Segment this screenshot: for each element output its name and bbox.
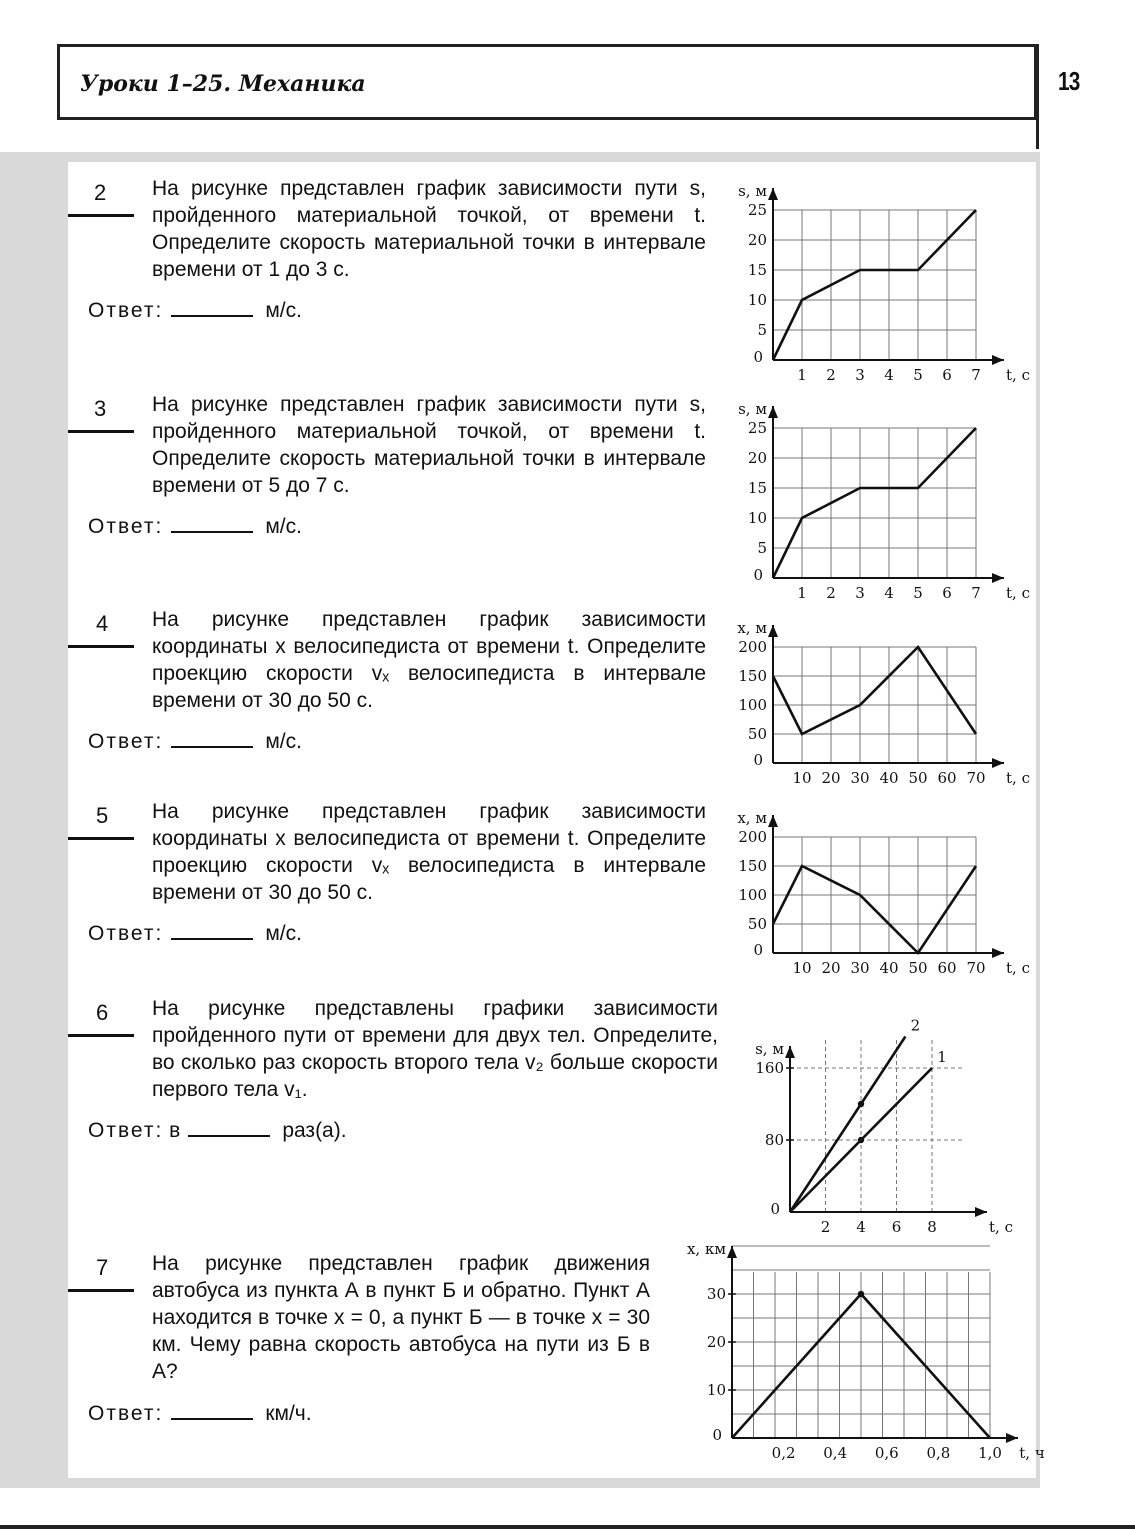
problem-number: 7 — [96, 1255, 109, 1280]
y-axis-arrow — [768, 815, 778, 827]
y-axis-arrow — [768, 188, 778, 200]
y-axis-label: s, м — [755, 1040, 784, 1058]
x-axis-label: t, с — [1006, 584, 1030, 602]
y-tick-label: 100 — [738, 696, 767, 714]
x-axis-arrow — [992, 758, 1004, 768]
y-axis-label: s, м — [738, 182, 767, 200]
chart-problem-7 — [670, 1240, 1045, 1470]
answer-unit: км/ч. — [265, 1402, 312, 1425]
x-tick-label: 3 — [855, 366, 865, 384]
x-tick-label: 2 — [826, 584, 836, 602]
problem-text: На рисунке представлен график движения автобуса из пункта А в пункт Б и обратно. Пункт А находится в точке x = 0, а пункт Б — в точке x = 30 км. Чему равна скорость автобуса на пути из Б в А? — [152, 1252, 650, 1383]
series-line — [773, 866, 976, 953]
x-tick-label: 2 — [826, 366, 836, 384]
x-tick-label: 20 — [821, 769, 841, 787]
x-tick-label: 50 — [908, 769, 928, 787]
x-tick-label: 20 — [821, 959, 841, 977]
page-number: 13 — [1058, 66, 1080, 96]
y-tick-label: 5 — [757, 539, 767, 557]
y-tick-label: 160 — [755, 1059, 784, 1077]
answer-unit: м/с. — [265, 922, 302, 945]
answer-label: Ответ: — [88, 1119, 164, 1142]
chart-problem-5 — [725, 793, 1030, 978]
x-axis-label: t, с — [1006, 959, 1030, 977]
problem-marker — [68, 1289, 134, 1292]
chart-problem-2 — [725, 170, 1030, 385]
bottom-rule — [0, 1525, 1135, 1529]
x-tick-label: 7 — [971, 584, 981, 602]
origin-label: 0 — [753, 751, 763, 769]
chart-problem-6 — [735, 1008, 1025, 1238]
problem-text: На рисунке представлен график зависимости пути s, пройденного материальной точкой, от времени t. Определите скорость материальной точки в интервале времени от 1 до 3 с. — [152, 177, 706, 281]
series-line — [773, 647, 976, 734]
x-axis-label: t, с — [989, 1218, 1013, 1236]
origin-label: 0 — [753, 941, 763, 959]
chart-grid — [773, 837, 976, 953]
origin-label: 0 — [753, 566, 763, 584]
answer-blank[interactable] — [171, 513, 253, 533]
x-tick-label: 2 — [820, 1218, 831, 1236]
answer-blank[interactable] — [171, 297, 253, 317]
y-tick-label: 10 — [706, 1381, 726, 1399]
x-tick-label: 40 — [879, 959, 899, 977]
x-tick-label: 6 — [942, 366, 952, 384]
y-tick-label: 200 — [738, 638, 767, 656]
problem-text: На рисунке представлены графики зависимости пройденного пути от времени для двух тел. Определите, во сколько раз скорость второго тела v₂ больше скорости первого тела v₁. — [152, 997, 718, 1101]
y-tick-label: 50 — [747, 725, 767, 743]
y-tick-label: 50 — [747, 915, 767, 933]
data-point — [858, 1101, 864, 1107]
answer-prefix: в — [169, 1119, 181, 1142]
x-tick-label: 1 — [797, 584, 807, 602]
problem-number: 5 — [96, 803, 109, 828]
chart-grid — [732, 1246, 990, 1438]
x-axis-arrow — [1006, 1433, 1018, 1443]
chart-grid — [773, 428, 976, 578]
x-tick-label: 10 — [792, 959, 812, 977]
x-tick-label: 3 — [855, 584, 865, 602]
answer-blank[interactable] — [171, 920, 253, 940]
y-tick-label: 15 — [747, 261, 767, 279]
x-axis-label: t, ч — [1019, 1444, 1045, 1462]
x-tick-label: 70 — [966, 959, 986, 977]
answer-label: Ответ: — [88, 299, 164, 322]
answer-blank[interactable] — [171, 1400, 253, 1420]
x-tick-label: 4 — [884, 366, 894, 384]
problem-number: 4 — [96, 611, 109, 636]
y-tick-label: 5 — [757, 321, 767, 339]
problem-number: 6 — [96, 1000, 109, 1025]
chart-grid — [773, 210, 976, 360]
y-axis-label: s, м — [738, 400, 767, 418]
x-tick-label: 30 — [850, 769, 870, 787]
x-axis-arrow — [975, 1207, 987, 1217]
x-tick-label: 7 — [971, 366, 981, 384]
x-tick-label: 30 — [850, 959, 870, 977]
problem-marker — [68, 430, 134, 433]
data-point — [858, 1291, 864, 1297]
series-label: 2 — [910, 1016, 921, 1035]
chart-problem-3 — [725, 388, 1030, 603]
y-tick-label: 20 — [706, 1333, 726, 1351]
problem-marker — [68, 837, 134, 840]
x-tick-label: 1 — [797, 366, 807, 384]
answer-unit: раз(а). — [282, 1119, 347, 1142]
x-tick-label: 5 — [913, 584, 923, 602]
x-tick-label: 0,4 — [823, 1444, 848, 1462]
x-tick-label: 1,0 — [978, 1444, 1002, 1462]
y-tick-label: 10 — [747, 291, 767, 309]
answer-label: Ответ: — [88, 922, 164, 945]
answer-line — [88, 1117, 347, 1143]
x-tick-label: 6 — [942, 584, 952, 602]
chapter-title: Уроки 1–25. Механика — [80, 71, 366, 97]
answer-label: Ответ: — [88, 1402, 164, 1425]
chapter-header — [57, 44, 1037, 120]
origin-label: 0 — [770, 1200, 780, 1218]
x-tick-label: 4 — [856, 1218, 866, 1236]
x-tick-label: 0,2 — [771, 1444, 796, 1462]
y-tick-label: 30 — [706, 1285, 726, 1303]
series-line — [773, 428, 976, 578]
x-axis-label: t, с — [1006, 769, 1030, 787]
y-tick-label: 150 — [738, 667, 767, 685]
y-tick-label: 15 — [747, 479, 767, 497]
x-tick-label: 40 — [879, 769, 899, 787]
x-axis-arrow — [992, 573, 1004, 583]
y-tick-label: 20 — [747, 449, 767, 467]
chart-problem-4 — [725, 603, 1030, 788]
problem-text: На рисунке представлен график зависимости координаты x велосипедиста от времени t. Определите проекцию скорости vₓ велосипедиста в интервале времени от 30 до 50 с. — [152, 608, 706, 712]
y-axis-label: x, м — [737, 809, 767, 827]
origin-label: 0 — [753, 348, 763, 366]
x-tick-label: 6 — [891, 1218, 902, 1236]
header-divider — [1036, 44, 1039, 149]
y-tick-label: 100 — [738, 886, 767, 904]
problem-marker — [68, 645, 134, 648]
answer-blank[interactable] — [171, 728, 253, 748]
x-tick-label: 60 — [937, 769, 957, 787]
problem-text: На рисунке представлен график зависимости пути s, пройденного материальной точкой, от времени t. Определите скорость материальной точки в интервале времени от 5 до 7 с. — [152, 393, 706, 497]
problem-marker — [68, 1034, 134, 1037]
y-tick-label: 150 — [738, 857, 767, 875]
y-axis-arrow — [768, 625, 778, 637]
x-axis-arrow — [992, 948, 1004, 958]
x-tick-label: 5 — [913, 366, 923, 384]
x-tick-label: 8 — [927, 1218, 937, 1236]
answer-label: Ответ: — [88, 730, 164, 753]
y-tick-label: 25 — [747, 419, 767, 437]
answer-line — [88, 920, 302, 946]
problem-text: На рисунке представлен график зависимости координаты x велосипедиста от времени t. Определите проекцию скорости vₓ велосипедиста в интервале времени от 30 до 50 с. — [152, 800, 706, 904]
answer-blank[interactable] — [188, 1117, 270, 1137]
series-label: 1 — [937, 1048, 947, 1066]
answer-line — [88, 297, 302, 323]
answer-line — [88, 728, 302, 754]
answer-label: Ответ: — [88, 515, 164, 538]
series-line — [773, 210, 976, 360]
answer-unit: м/с. — [265, 730, 302, 753]
x-tick-label: 70 — [966, 769, 986, 787]
origin-label: 0 — [712, 1426, 722, 1444]
data-point — [858, 1137, 864, 1143]
y-axis-label: x, м — [737, 619, 767, 637]
series-line — [790, 1037, 905, 1213]
y-axis-arrow — [768, 406, 778, 418]
answer-unit: м/с. — [265, 299, 302, 322]
x-axis-label: t, с — [1006, 366, 1030, 384]
y-axis-label: x, км — [686, 1240, 726, 1258]
x-tick-label: 10 — [792, 769, 812, 787]
answer-line — [88, 513, 302, 539]
y-tick-label: 200 — [738, 828, 767, 846]
answer-line — [88, 1400, 312, 1426]
x-tick-label: 0,8 — [926, 1444, 951, 1462]
x-tick-label: 0,6 — [874, 1444, 899, 1462]
problem-number: 3 — [94, 396, 107, 421]
problem-number: 2 — [94, 180, 107, 205]
x-tick-label: 4 — [884, 584, 894, 602]
y-tick-label: 25 — [747, 201, 767, 219]
problem-marker — [68, 214, 134, 217]
y-tick-label: 80 — [764, 1131, 784, 1149]
x-tick-label: 60 — [937, 959, 957, 977]
y-tick-label: 20 — [747, 231, 767, 249]
chart-grid — [773, 647, 976, 763]
x-axis-arrow — [992, 355, 1004, 365]
x-tick-label: 50 — [908, 959, 928, 977]
y-axis-arrow — [785, 1046, 795, 1058]
y-tick-label: 10 — [747, 509, 767, 527]
answer-unit: м/с. — [265, 515, 302, 538]
